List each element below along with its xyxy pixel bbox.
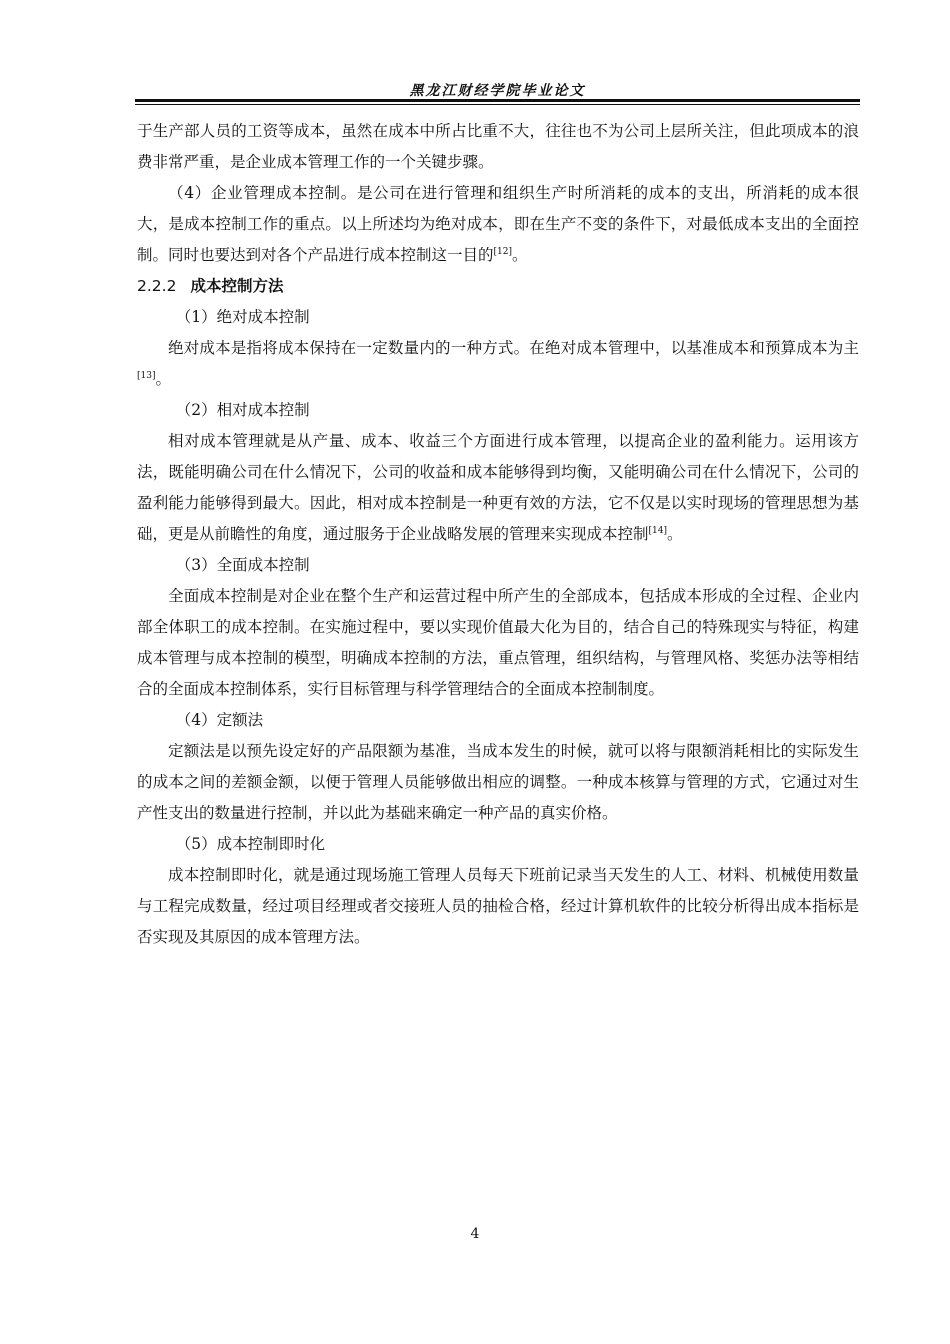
running-header: 黑龙江财经学院毕业论文	[409, 83, 586, 99]
paragraph-end: 。	[512, 246, 528, 264]
paragraph-text: 相对成本管理就是从产量、成本、收益三个方面进行成本管理，以提高企业的盈利能力。运用该方法，既能明确公司在什么情况下，公司的收益和成本能够得到均衡，又能明确公司在什么情况下，公司的盈利能力能够得到最大。因此，相对成本控制是一种更有效的方法，它不仅是以实时现场的管理思想为基础，更是从前瞻性的角度，通过服务于企业战略发展的管理来实现成本控制	[137, 432, 859, 543]
section-title: 成本控制方法	[190, 277, 284, 295]
citation-ref: [14]	[648, 526, 667, 536]
section-number: 2.2.2	[137, 277, 177, 295]
header-rule-thick	[135, 99, 860, 102]
paragraph-total: 全面成本控制是对企业在整个生产和运营过程中所产生的全部成本，包括成本形成的全过程、企业内部全体职工的成本控制。在实施过程中，要以实现价值最大化为目的，结合自己的特殊现实与特征，构建成本管理与成本控制的模型，明确成本控制的方法，重点管理，组织结构，与管理风格、奖惩办法等相结合的全面成本控制体系，实行目标管理与科学管理结合的全面成本控制制度。	[137, 587, 859, 698]
paragraph-text: 绝对成本是指将成本保持在一定数量内的一种方式。在绝对成本管理中，以基准成本和预算成本为主	[168, 339, 859, 357]
paragraph-end: 。	[667, 525, 683, 543]
citation-ref: [13]	[137, 371, 156, 381]
paragraph-quota: 定额法是以预先设定好的产品限额为基准，当成本发生的时候，就可以将与限额消耗相比的实际发生的成本之间的差额金额，以便于管理人员能够做出相应的调整。一种成本核算与管理的方式，它通过对生产性支出的数量进行控制，并以此为基础来确定一种产品的真实价格。	[137, 742, 859, 822]
paragraph-management-cost	[137, 178, 859, 271]
list-item-absolute: （1）绝对成本控制	[175, 308, 310, 326]
paragraph-continued: 于生产部人员的工资等成本，虽然在成本中所占比重不大，往往也不为公司上层所关注，但此项成本的浪费非常严重，是企业成本管理工作的一个关键步骤。	[137, 122, 859, 171]
list-item-relative: （2）相对成本控制	[175, 401, 310, 419]
list-item-realtime: （5）成本控制即时化	[175, 835, 326, 853]
page-number: 4	[470, 1226, 480, 1242]
paragraph-end: 。	[155, 370, 171, 388]
body-text	[137, 116, 859, 953]
paragraph-realtime: 成本控制即时化，就是通过现场施工管理人员每天下班前记录当天发生的人工、材料、机械使用数量与工程完成数量，经过项目经理或者交接班人员的抽检合格，经过计算机软件的比较分析得出成本指标是否实现及其原因的成本管理方法。	[137, 866, 859, 946]
paragraph-text: （4）企业管理成本控制。是公司在进行管理和组织生产时所消耗的成本的支出，所消耗的成本很大，是成本控制工作的重点。以上所述均为绝对成本，即在生产不变的条件下，对最低成本支出的全面控制。同时也要达到对各个产品进行成本控制这一目的	[137, 184, 859, 264]
paragraph-absolute	[137, 333, 859, 395]
paragraph-relative	[137, 426, 859, 550]
list-item-quota: （4）定额法	[175, 711, 264, 729]
section-heading	[137, 271, 859, 302]
header-rule-thin	[135, 104, 860, 105]
citation-ref: [12]	[493, 247, 512, 257]
list-item-total: （3）全面成本控制	[175, 556, 310, 574]
